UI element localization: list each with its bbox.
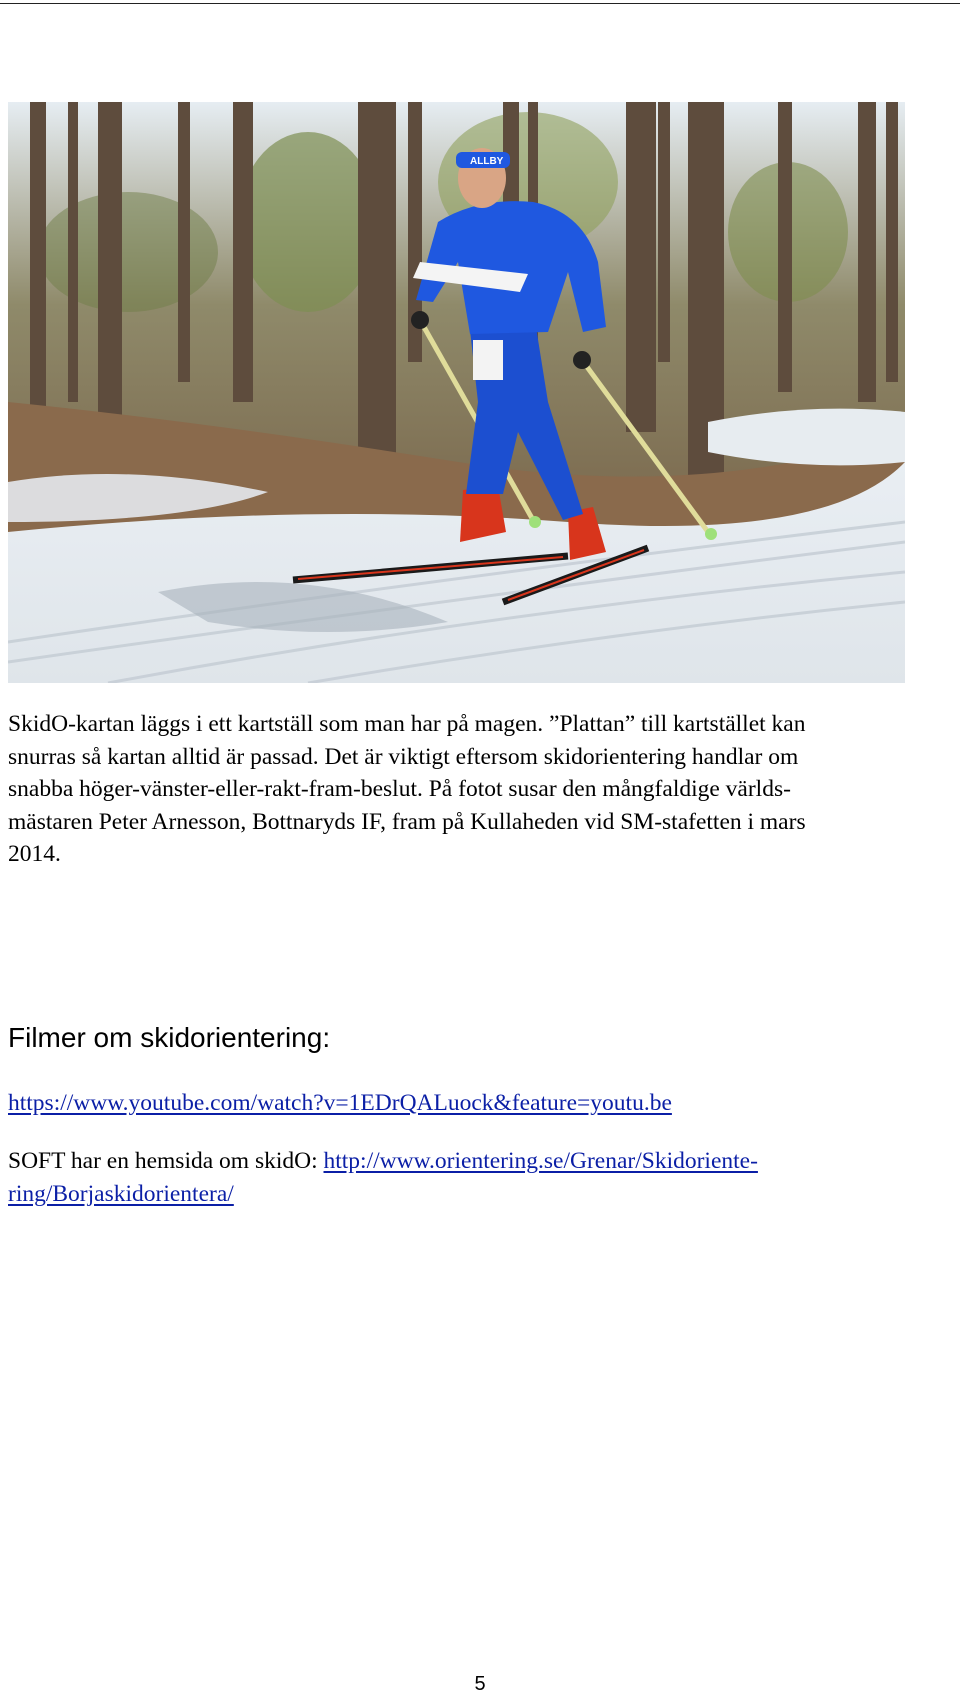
page-number: 5 bbox=[474, 1673, 486, 1695]
soft-line-1 bbox=[8, 1145, 758, 1178]
films-heading: Filmer om skidorientering: bbox=[8, 1022, 331, 1053]
photo-caption bbox=[8, 708, 948, 871]
headband-text: ALLBY bbox=[470, 156, 504, 167]
caption-line: snurras så kartan alltid är passad. Det är viktigt eftersom skidorientering handlar om bbox=[8, 743, 799, 770]
soft-link-part-2[interactable]: ring/Borjaskidorientera/ bbox=[8, 1180, 234, 1207]
soft-line-2 bbox=[8, 1178, 758, 1211]
youtube-link[interactable]: https://www.youtube.com/watch?v=1EDrQALuock&feature=youtu.be bbox=[8, 1090, 672, 1116]
caption-line: 2014. bbox=[8, 841, 61, 867]
caption-line: snabba höger-vänster-eller-rakt-fram-beslut. På fotot susar den mångfaldige världs- bbox=[8, 776, 791, 802]
soft-link-part-1[interactable]: http://www.orientering.se/Grenar/Skidoriente- bbox=[323, 1148, 758, 1174]
skier-photo bbox=[8, 102, 905, 683]
skier-photo-illustration bbox=[8, 102, 905, 683]
top-rule bbox=[0, 3, 960, 4]
caption-line: SkidO-kartan läggs i ett kartställ som man har på magen. ”Plattan” till kartstället kan bbox=[8, 711, 806, 737]
soft-paragraph bbox=[8, 1145, 758, 1210]
caption-line: mästaren Peter Arnesson, Bottnaryds IF, fram på Kullaheden vid SM-stafetten i mars bbox=[8, 808, 806, 835]
soft-prefix: SOFT har en hemsida om skidO: bbox=[8, 1148, 324, 1174]
